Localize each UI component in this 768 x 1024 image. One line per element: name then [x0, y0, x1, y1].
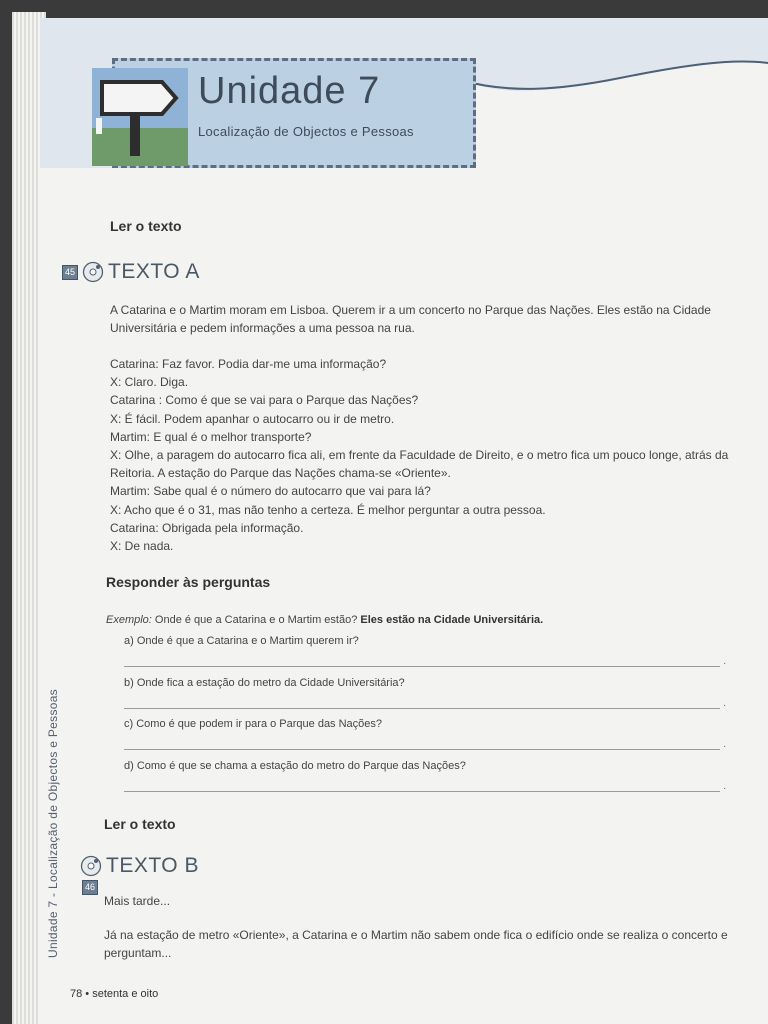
dialogue-line: Catarina: Faz favor. Podia dar-me uma informação? [110, 357, 387, 371]
question-d: d) Como é que se chama a estação do metro do Parque das Nações? [124, 760, 466, 772]
book-page [40, 18, 768, 1024]
question-c: c) Como é que podem ir para o Parque das Nações? [124, 718, 383, 730]
text-a-heading [62, 260, 200, 284]
dialogue-line: Catarina : Como é que se vai para o Parque das Nações? [110, 393, 419, 408]
text-a-intro: A Catarina e o Martim moram em Lisboa. Querem ir a um concerto no Parque das Nações. Eles estão na Cidade Universitária e pedem informações a uma pessoa na rua. [110, 303, 711, 335]
question-b: b) Onde fica a estação do metro da Cidade Universitária? [124, 677, 405, 689]
text-b-para: Já na estação de metro «Oriente», a Catarina e o Martim não sabem onde fica o edifício onde se realiza o concerto e perguntam... [104, 928, 728, 960]
dialogue-line: X: É fácil. Podem apanhar o autocarro ou ir de metro. [110, 411, 395, 426]
section-heading-read: Ler o texto [110, 218, 182, 234]
dialogue-line: Martim: Sabe qual é o número do autocarro que vai para lá? [110, 484, 431, 499]
dialogue [110, 355, 740, 555]
example-question: Onde é que a Catarina e o Martim estão? [154, 614, 358, 626]
answer-line-c[interactable] [124, 749, 720, 750]
unit-subtitle: Localização de Objectos e Pessoas [198, 124, 414, 139]
text-b-heading [80, 854, 199, 878]
example-row [106, 614, 746, 626]
dialogue-line: Catarina: Obrigada pela informação. [110, 520, 304, 535]
answer-line-d[interactable] [124, 791, 720, 792]
question-a: a) Onde é que a Catarina e o Martim querem ir? [124, 635, 359, 647]
cd-icon [82, 261, 104, 283]
dialogue-line: Martim: E qual é o melhor transporte? [110, 429, 312, 444]
dialogue-line: X: De nada. [110, 539, 174, 554]
text-a-title: TEXTO A [108, 260, 200, 283]
dialogue-line: X: Claro. Diga. [110, 375, 189, 390]
text-b-title: TEXTO B [106, 854, 199, 877]
questions-heading: Responder às perguntas [106, 574, 271, 590]
track-number: 46 [82, 880, 98, 895]
answer-line-a[interactable] [124, 666, 720, 667]
signpost-icon [92, 68, 188, 166]
dialogue-line: X: Olhe, a paragem do autocarro fica ali, em frente da Faculdade de Direito, e o metro fica um pouco longe, atrás da Reitoria. A estação do Parque das Nações chama-se «Oriente». [110, 448, 729, 481]
example-label: Exemplo: [106, 614, 152, 626]
answer-line-b[interactable] [124, 708, 720, 709]
example-answer: Eles estão na Cidade Universitária. [360, 614, 544, 626]
cd-icon [80, 855, 102, 877]
section-heading-read-2: Ler o texto [104, 816, 176, 832]
text-b-line1: Mais tarde... [104, 894, 171, 908]
dialogue-line: X: Acho que é o 31, mas não tenho a certeza. É melhor perguntar a outra pessoa. [110, 502, 546, 517]
side-unit-label: Unidade 7 - Localização de Objectos e Pessoas [46, 689, 60, 958]
unit-title: Unidade 7 [198, 70, 381, 112]
track-number: 45 [62, 265, 78, 280]
page-number: 78 • setenta e oito [70, 988, 159, 1000]
